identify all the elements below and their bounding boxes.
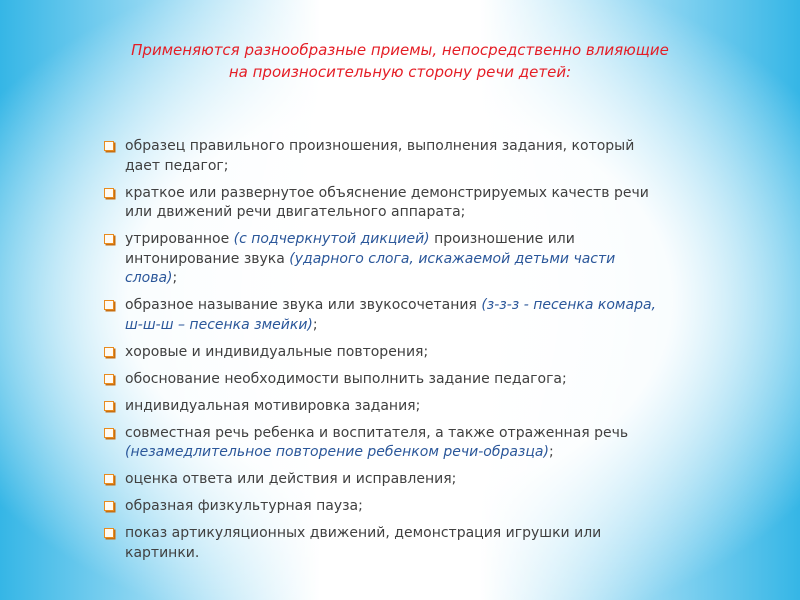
list-item-text: обоснование необходимости выполнить задание педагога; xyxy=(125,370,567,387)
list-item-text: совместная речь ребенка и воспитателя, а также отраженная речь xyxy=(125,424,629,441)
technique-list xyxy=(104,137,664,571)
list-item-text: образное называние звука или звукосочетания xyxy=(125,297,482,313)
list-item-text: показ артикуляционных движений, демонстрация игрушки или картинки. xyxy=(125,525,602,561)
square-bullet-icon xyxy=(104,474,114,484)
list-item-text: образец правильного произношения, выполнения задания, который дает педагог; xyxy=(125,138,635,174)
list-item-italic-text: (незамедлительное повторение ребенком речи-образца) xyxy=(125,444,549,460)
list-item xyxy=(104,370,664,390)
slide-title-line-2: на произносительную сторону речи детей: xyxy=(228,63,572,81)
list-item-text: ; xyxy=(548,444,554,460)
list-item-text: произношение или интонирование звука xyxy=(125,231,575,267)
square-bullet-icon xyxy=(104,300,114,310)
list-item-text: ; xyxy=(312,316,318,333)
square-bullet-icon xyxy=(104,347,114,357)
list-item xyxy=(104,230,664,289)
list-item xyxy=(104,424,664,463)
list-item-italic-text: (ударного слога, искажаемой детьми части слова) xyxy=(125,250,616,286)
list-item-text: образная физкультурная пауза; xyxy=(125,498,363,514)
list-item-text: индивидуальная мотивировка задания; xyxy=(125,397,421,414)
square-bullet-icon xyxy=(104,428,114,438)
list-item xyxy=(104,497,664,517)
list-item-italic-text: (с подчеркнутой дикцией) xyxy=(233,231,430,247)
square-bullet-icon xyxy=(104,528,114,538)
square-bullet-icon xyxy=(104,234,114,244)
list-item-italic-text: (з-з-з - песенка комара, ш-ш-ш – песенка змейки) xyxy=(125,297,656,333)
square-bullet-icon xyxy=(104,501,114,511)
list-item xyxy=(104,296,664,335)
slide-title xyxy=(60,39,740,83)
list-item-text: оценка ответа или действия и исправления; xyxy=(125,471,457,487)
list-item xyxy=(104,397,664,417)
slide-title-line-1: Применяются разнообразные приемы, непосредственно влияющие xyxy=(131,41,669,59)
square-bullet-icon xyxy=(104,401,114,411)
list-item-text: ; xyxy=(172,270,178,286)
list-item xyxy=(104,524,664,563)
square-bullet-icon xyxy=(104,188,114,198)
square-bullet-icon xyxy=(104,141,114,151)
list-item xyxy=(104,184,664,223)
list-item-text: краткое или развернутое объяснение демонстрируемых качеств речи или движений речи двигательного аппарата; xyxy=(125,184,649,220)
square-bullet-icon xyxy=(104,374,114,384)
list-item-text: хоровые и индивидуальные повторения; xyxy=(125,343,429,360)
list-item xyxy=(104,137,664,176)
list-item xyxy=(104,470,664,490)
list-item-text: утрированное xyxy=(125,231,234,247)
list-item xyxy=(104,343,664,363)
